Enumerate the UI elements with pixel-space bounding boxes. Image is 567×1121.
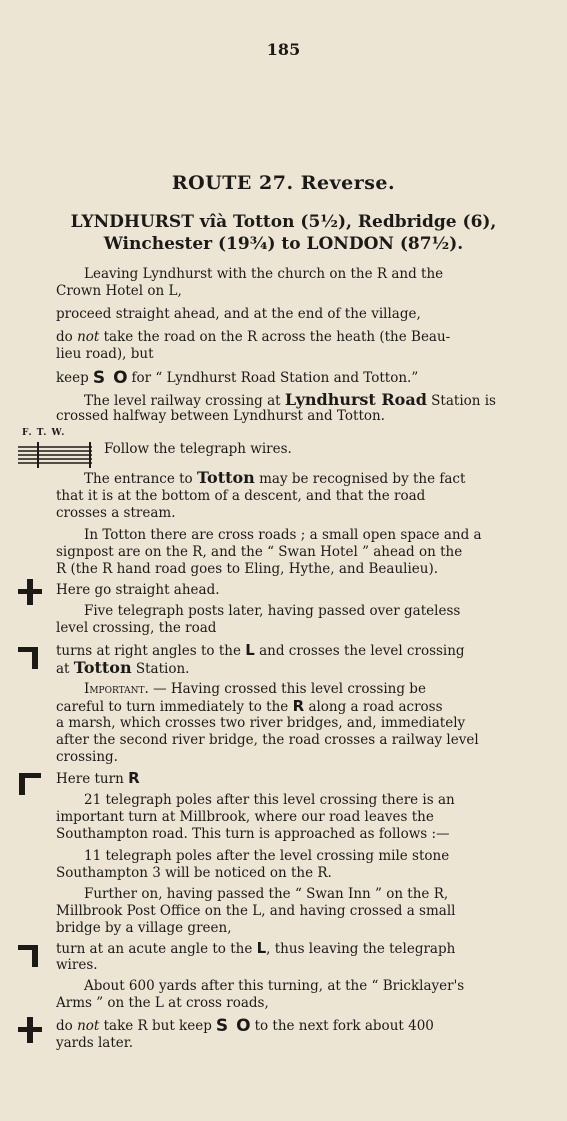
paragraph-line: lieu road), but <box>56 346 154 362</box>
paragraph-line: level crossing, the road <box>56 620 217 636</box>
paragraph-line: R (the R hand road goes to Eling, Hythe, and Beaulieu). <box>56 561 439 577</box>
paragraph-do-not-take: do not take the road on the R across the heath (the Beau- <box>56 329 451 345</box>
paragraph-totton-station: at Totton Station. <box>56 658 190 677</box>
straight-on-o-symbol: O <box>113 368 128 388</box>
paragraph-right-angles: turns at right angles to the L and crosses the level crossing <box>56 641 465 659</box>
paragraph-cross-roads: In Totton there are cross roads ; a small open space and a <box>84 527 482 543</box>
telegraph-wires-icon <box>16 438 94 470</box>
paragraph-straight-ahead: Here go straight ahead. <box>56 582 220 598</box>
route-heading: ROUTE 27. Reverse. <box>171 172 396 194</box>
important-label: Important. <box>84 681 149 697</box>
paragraph-entrance-totton: The entrance to Totton may be recognised by the fact <box>84 468 466 487</box>
straight-on-s-symbol: S <box>92 368 106 388</box>
paragraph-line: careful to turn immediately to the R along a road across <box>56 697 443 715</box>
straight-on-o-symbol: O <box>236 1016 251 1036</box>
paragraph-line: crossed halfway between Lyndhurst and Totton. <box>56 408 385 424</box>
paragraph-line: Arms ” on the L at cross roads, <box>56 995 269 1011</box>
acute-turn-left-icon <box>16 942 44 968</box>
route-subtitle-line-1: LYNDHURST vîà Totton (5½), Redbridge (6), <box>70 212 497 232</box>
paragraph-line: crosses a stream. <box>56 505 176 521</box>
paragraph-proceed: proceed straight ahead, and at the end of the village, <box>56 306 421 322</box>
paragraph-11-poles: 11 telegraph poles after the level crossing mile stone <box>84 848 450 864</box>
crossroads-straight-icon <box>16 578 44 606</box>
paragraph-do-not-take-r: do not take R but keep S O to the next fork about 400 <box>56 1016 434 1036</box>
paragraph-line: that it is at the bottom of a descent, and that the road <box>56 488 426 504</box>
paragraph-line: Southampton road. This turn is approached as follows :— <box>56 826 450 842</box>
paragraph-level-crossing: The level railway crossing at Lyndhurst Road Station is <box>84 390 496 409</box>
paragraph-leaving-lyndhurst: Leaving Lyndhurst with the church on the R and the <box>84 266 444 282</box>
paragraph-line: yards later. <box>56 1035 134 1051</box>
left-symbol: L <box>245 641 255 659</box>
emphasis-not: not <box>77 329 100 345</box>
paragraph-further-on: Further on, having passed the “ Swan Inn ” on the R, <box>84 886 449 902</box>
route-subtitle-line-2: Winchester (19¾) to LONDON (87½). <box>103 234 464 254</box>
paragraph-line: signpost are on the R, and the “ Swan Hotel ” ahead on the <box>56 544 463 560</box>
paragraph-line: Millbrook Post Office on the L, and having crossed a small <box>56 903 456 919</box>
turn-left-road-icon <box>16 644 44 670</box>
paragraph-line: Southampton 3 will be noticed on the R. <box>56 865 332 881</box>
paragraph-600-yards: About 600 yards after this turning, at the “ Bricklayer's <box>84 978 465 994</box>
straight-on-s-symbol: S <box>215 1016 229 1036</box>
paragraph-important: Important. — Having crossed this level crossing be <box>84 681 426 697</box>
page-number: 185 <box>266 40 301 59</box>
paragraph-line: bridge by a village green, <box>56 920 232 936</box>
emphasis-not: not <box>77 1018 100 1034</box>
turn-right-road-icon <box>16 770 44 796</box>
paragraph-acute-angle: turn at an acute angle to the L, thus leaving the telegraph <box>56 939 456 957</box>
right-symbol: R <box>128 769 140 787</box>
paragraph-follow-wires: Follow the telegraph wires. <box>104 441 292 457</box>
paragraph-line: wires. <box>56 957 98 973</box>
paragraph-line: important turn at Millbrook, where our road leaves the <box>56 809 434 825</box>
paragraph-five-posts: Five telegraph posts later, having passed over gateless <box>84 603 461 619</box>
crossroads-straight-icon <box>16 1016 44 1044</box>
telegraph-wires-label: F. T. W. <box>22 428 66 438</box>
paragraph-line: crossing. <box>56 749 118 765</box>
paragraph-line: Crown Hotel on L, <box>56 283 182 299</box>
paragraph-line: a marsh, which crosses two river bridges, and, immediately <box>56 715 466 731</box>
paragraph-here-turn: Here turn R <box>56 769 140 787</box>
right-symbol: R <box>292 697 305 715</box>
paragraph-keep-straight: keep S O for “ Lyndhurst Road Station and Totton.” <box>56 368 419 388</box>
paragraph-21-poles: 21 telegraph poles after this level crossing there is an <box>84 792 455 808</box>
paragraph-line: after the second river bridge, the road crosses a railway level <box>56 732 479 748</box>
left-symbol: L <box>256 939 267 957</box>
